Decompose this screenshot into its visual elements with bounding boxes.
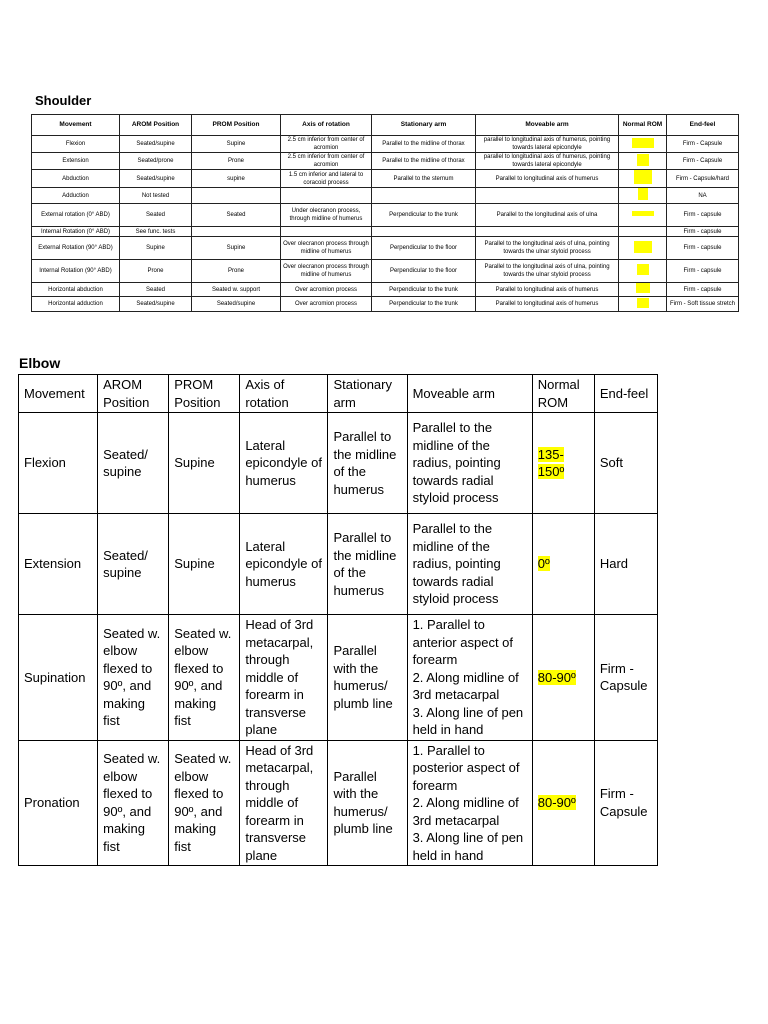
elbow-cell-prom: [169, 740, 240, 866]
shoulder-cell-prom: Seated: [192, 204, 281, 227]
shoulder-cell-stationary: Perpendicular to the floor: [372, 237, 476, 260]
elbow-cell-text: Parallel with the humerus/ plumb line: [333, 643, 393, 711]
shoulder-cell-movement: External Rotation (90° ABD): [32, 237, 120, 260]
elbow-cell-text: Head of 3rd metacarpal, through middle of forearm in transverse plane: [245, 617, 314, 737]
elbow-table: [18, 374, 658, 866]
elbow-cell-text: Seated w. elbow flexed to 90º, and making fist: [174, 751, 232, 854]
elbow-table-container: [18, 374, 658, 866]
elbow-cell-prom: [169, 413, 240, 514]
shoulder-cell-axis: [281, 188, 372, 204]
shoulder-header-rom: Normal ROM: [619, 115, 667, 136]
elbow-cell-moveable: [407, 514, 532, 615]
elbow-cell-text: Hard: [599, 556, 629, 572]
elbow-cell-text: Supination: [24, 669, 86, 685]
elbow-cell-axis: [240, 615, 328, 741]
shoulder-cell-axis: Over olecranon process through midline of humerus: [281, 237, 372, 260]
shoulder-cell-prom: [192, 227, 281, 237]
elbow-cell-text: Lateral epicondyle of humerus: [245, 538, 322, 589]
elbow-cell-text: Lateral epicondyle of humerus: [245, 437, 322, 488]
shoulder-cell-moveable: Parallel to the longitudinal axis of ulna, pointing towards the ulnar styloid process: [476, 237, 619, 260]
elbow-cell-text: Supine: [174, 556, 215, 572]
shoulder-cell-movement: Flexion: [32, 136, 120, 153]
shoulder-cell-endfeel: Firm - Capsule: [667, 153, 739, 170]
shoulder-table-row: [32, 283, 739, 297]
elbow-cell-stationary: [328, 740, 407, 866]
shoulder-table-row: [32, 136, 739, 153]
shoulder-cell-prom: supine: [192, 170, 281, 188]
elbow-table-row: [19, 740, 658, 866]
shoulder-header-arom: AROM Position: [120, 115, 192, 136]
elbow-cell-stationary: [328, 413, 407, 514]
shoulder-cell-axis: Under olecranon process, through midline of humerus: [281, 204, 372, 227]
elbow-cell-text: Parallel to the midline of the radius, pointing towards radial styloid process: [412, 420, 501, 506]
elbow-cell-rom: [532, 514, 594, 615]
shoulder-cell-arom: Not tested: [120, 188, 192, 204]
shoulder-cell-endfeel: Firm - capsule: [667, 283, 739, 297]
rom-value: 80-90º: [537, 669, 576, 685]
shoulder-cell-stationary: Perpendicular to the floor: [372, 260, 476, 283]
elbow-header-movement: Movement: [19, 375, 98, 413]
elbow-cell-text: Seated w. elbow flexed to 90º, and making fist: [103, 625, 161, 729]
shoulder-cell-movement: Horizontal abduction: [32, 283, 120, 297]
shoulder-cell-arom: Seated: [120, 204, 192, 227]
elbow-header-row: [19, 375, 658, 413]
shoulder-cell-stationary: Perpendicular to the trunk: [372, 204, 476, 227]
elbow-cell-text: Firm - Capsule: [599, 786, 648, 819]
elbow-cell-endfeel: [594, 413, 657, 514]
elbow-cell-text: Seated/ supine: [103, 446, 148, 479]
shoulder-table-row: [32, 260, 739, 283]
rom-value: 0º: [537, 556, 550, 572]
shoulder-table-row: [32, 297, 739, 312]
elbow-header-arom: AROM Position: [98, 375, 169, 413]
shoulder-cell-rom: [619, 204, 667, 227]
shoulder-cell-moveable: Parallel to the longitudinal axis of ulna, pointing towards the ulnar styloid process: [476, 260, 619, 283]
shoulder-cell-arom: See func. tests: [120, 227, 192, 237]
shoulder-cell-moveable: [476, 227, 619, 237]
elbow-table-row: [19, 413, 658, 514]
shoulder-header-endfeel: End-feel: [667, 115, 739, 136]
shoulder-cell-moveable: parallel to longitudinal axis of humerus, pointing towards lateral epicondyle: [476, 153, 619, 170]
rom-value: 80-90º: [537, 795, 576, 810]
shoulder-cell-moveable: parallel to longitudinal axis of humerus, pointing towards lateral epicondyle: [476, 136, 619, 153]
elbow-header-axis: Axis of rotation: [240, 375, 328, 413]
shoulder-cell-rom: [619, 227, 667, 237]
shoulder-cell-prom: Prone: [192, 153, 281, 170]
elbow-cell-axis: [240, 413, 328, 514]
elbow-header-prom: PROM Position: [169, 375, 240, 413]
elbow-cell-movement: [19, 615, 98, 741]
shoulder-cell-rom: [619, 237, 667, 260]
elbow-cell-moveable: [407, 615, 532, 741]
rom-highlight-mark: [634, 170, 652, 184]
shoulder-cell-prom: Supine: [192, 237, 281, 260]
shoulder-cell-arom: Seated/supine: [120, 297, 192, 312]
elbow-cell-text: Seated w. elbow flexed to 90º, and making fist: [174, 625, 232, 729]
elbow-cell-arom: [98, 740, 169, 866]
shoulder-cell-endfeel: Firm - Soft tissue stretch: [667, 297, 739, 312]
rom-value: 135-150º: [537, 446, 565, 479]
shoulder-cell-stationary: Perpendicular to the trunk: [372, 283, 476, 297]
shoulder-cell-prom: Seated/supine: [192, 297, 281, 312]
shoulder-cell-stationary: Perpendicular to the trunk: [372, 297, 476, 312]
shoulder-table-row: [32, 227, 739, 237]
elbow-table-row: [19, 514, 658, 615]
shoulder-header-prom: PROM Position: [192, 115, 281, 136]
elbow-cell-movement: [19, 413, 98, 514]
shoulder-table: [31, 114, 739, 312]
shoulder-cell-moveable: Parallel to the longitudinal axis of ulna: [476, 204, 619, 227]
elbow-cell-prom: [169, 615, 240, 741]
elbow-cell-stationary: [328, 514, 407, 615]
elbow-cell-moveable: [407, 740, 532, 866]
shoulder-cell-movement: Extension: [32, 153, 120, 170]
elbow-cell-text: Firm - Capsule: [599, 660, 648, 694]
elbow-cell-text: Flexion: [24, 455, 66, 471]
shoulder-section-title: Shoulder: [35, 93, 92, 108]
shoulder-cell-moveable: Parallel to longitudinal axis of humerus: [476, 170, 619, 188]
shoulder-table-row: [32, 204, 739, 227]
shoulder-cell-stationary: Parallel to the midline of thorax: [372, 153, 476, 170]
rom-highlight-mark: [637, 154, 649, 166]
shoulder-cell-stationary: Parallel to the midline of thorax: [372, 136, 476, 153]
elbow-cell-text: 1. Parallel to anterior aspect of forearm 2. Along midline of 3rd metacarpal 3. Along line of pen held in hand: [412, 617, 524, 737]
shoulder-cell-stationary: [372, 188, 476, 204]
shoulder-cell-rom: [619, 188, 667, 204]
elbow-header-stationary: Stationary arm: [328, 375, 407, 413]
shoulder-table-row: [32, 188, 739, 204]
elbow-table-row: [19, 615, 658, 741]
rom-highlight-mark: [636, 283, 650, 293]
elbow-cell-endfeel: [594, 740, 657, 866]
elbow-cell-text: Parallel to the midline of the radius, pointing towards radial styloid process: [412, 521, 501, 607]
elbow-cell-movement: [19, 740, 98, 866]
shoulder-table-row: [32, 153, 739, 170]
elbow-cell-text: Parallel to the midline of the humerus: [333, 429, 397, 497]
shoulder-cell-axis: 2.5 cm inferior from center of acromion: [281, 153, 372, 170]
shoulder-cell-rom: [619, 136, 667, 153]
shoulder-cell-arom: Seated/prone: [120, 153, 192, 170]
elbow-cell-rom: [532, 740, 594, 866]
shoulder-table-container: [31, 114, 738, 334]
shoulder-header-moveable: Moveable arm: [476, 115, 619, 136]
elbow-header-rom: Normal ROM: [532, 375, 594, 413]
shoulder-cell-prom: Supine: [192, 136, 281, 153]
shoulder-cell-movement: Internal Rotation (0° ABD): [32, 227, 120, 237]
shoulder-header-movement: Movement: [32, 115, 120, 136]
rom-highlight-mark: [632, 211, 654, 216]
elbow-cell-rom: [532, 615, 594, 741]
shoulder-cell-endfeel: Firm - capsule: [667, 227, 739, 237]
shoulder-cell-endfeel: Firm - Capsule: [667, 136, 739, 153]
rom-highlight-mark: [637, 264, 649, 275]
shoulder-cell-arom: Supine: [120, 237, 192, 260]
shoulder-cell-rom: [619, 297, 667, 312]
rom-highlight-mark: [632, 138, 654, 148]
shoulder-cell-rom: [619, 153, 667, 170]
shoulder-cell-movement: Horizontal adduction: [32, 297, 120, 312]
elbow-cell-text: Head of 3rd metacarpal, through middle of forearm in transverse plane: [245, 742, 314, 863]
elbow-cell-rom: [532, 413, 594, 514]
shoulder-cell-movement: Adduction: [32, 188, 120, 204]
elbow-cell-prom: [169, 514, 240, 615]
elbow-cell-arom: [98, 413, 169, 514]
elbow-cell-text: Parallel to the midline of the humerus: [333, 530, 397, 598]
shoulder-header-stationary: Stationary arm: [372, 115, 476, 136]
shoulder-cell-prom: Prone: [192, 260, 281, 283]
rom-highlight-mark: [638, 188, 648, 200]
elbow-cell-endfeel: [594, 615, 657, 741]
shoulder-cell-endfeel: Firm - capsule: [667, 237, 739, 260]
shoulder-cell-movement: Abduction: [32, 170, 120, 188]
elbow-cell-axis: [240, 514, 328, 615]
elbow-cell-axis: [240, 740, 328, 866]
shoulder-cell-rom: [619, 170, 667, 188]
elbow-cell-moveable: [407, 413, 532, 514]
shoulder-cell-axis: 1.5 cm inferior and lateral to coracoid process: [281, 170, 372, 188]
elbow-cell-text: Seated/ supine: [103, 547, 148, 580]
elbow-cell-arom: [98, 615, 169, 741]
elbow-header-endfeel: End-feel: [594, 375, 657, 413]
elbow-header-moveable: Moveable arm: [407, 375, 532, 413]
elbow-section-title: Elbow: [19, 355, 61, 371]
shoulder-cell-endfeel: NA: [667, 188, 739, 204]
elbow-cell-text: Soft: [599, 455, 623, 471]
rom-highlight-mark: [634, 241, 652, 253]
elbow-cell-stationary: [328, 615, 407, 741]
shoulder-cell-axis: 2.5 cm inferior from center of acromion: [281, 136, 372, 153]
shoulder-cell-arom: Prone: [120, 260, 192, 283]
elbow-cell-text: Parallel with the humerus/ plumb line: [333, 768, 393, 837]
shoulder-cell-prom: Seated w. support: [192, 283, 281, 297]
elbow-cell-text: 1. Parallel to posterior aspect of forearm 2. Along midline of 3rd metacarpal 3. Along line of pen held in hand: [412, 742, 524, 863]
shoulder-cell-arom: Seated/supine: [120, 136, 192, 153]
shoulder-cell-prom: [192, 188, 281, 204]
shoulder-cell-axis: Over olecranon process through midline of humerus: [281, 260, 372, 283]
shoulder-cell-arom: Seated: [120, 283, 192, 297]
shoulder-cell-stationary: [372, 227, 476, 237]
shoulder-cell-movement: External rotation (0° ABD): [32, 204, 120, 227]
shoulder-cell-axis: [281, 227, 372, 237]
elbow-cell-text: Supine: [174, 455, 215, 471]
elbow-cell-text: Extension: [24, 556, 82, 572]
shoulder-cell-endfeel: Firm - Capsule/hard: [667, 170, 739, 188]
shoulder-cell-moveable: Parallel to longitudinal axis of humerus: [476, 297, 619, 312]
elbow-cell-movement: [19, 514, 98, 615]
shoulder-cell-stationary: Parallel to the sternum: [372, 170, 476, 188]
elbow-cell-text: Pronation: [24, 795, 80, 810]
elbow-cell-text: Seated w. elbow flexed to 90º, and making fist: [103, 751, 161, 854]
shoulder-cell-moveable: [476, 188, 619, 204]
shoulder-cell-movement: Internal Rotation (90° ABD): [32, 260, 120, 283]
shoulder-cell-endfeel: Firm - capsule: [667, 204, 739, 227]
shoulder-cell-axis: Over acromion process: [281, 297, 372, 312]
shoulder-table-row: [32, 237, 739, 260]
shoulder-header-row: [32, 115, 739, 136]
shoulder-cell-arom: Seated/supine: [120, 170, 192, 188]
shoulder-header-axis: Axis of rotation: [281, 115, 372, 136]
elbow-cell-endfeel: [594, 514, 657, 615]
elbow-cell-arom: [98, 514, 169, 615]
rom-highlight-mark: [637, 298, 649, 308]
shoulder-cell-moveable: Parallel to longitudinal axis of humerus: [476, 283, 619, 297]
shoulder-cell-rom: [619, 260, 667, 283]
shoulder-table-row: [32, 170, 739, 188]
shoulder-cell-axis: Over acromion process: [281, 283, 372, 297]
shoulder-cell-endfeel: Firm - capsule: [667, 260, 739, 283]
shoulder-cell-rom: [619, 283, 667, 297]
